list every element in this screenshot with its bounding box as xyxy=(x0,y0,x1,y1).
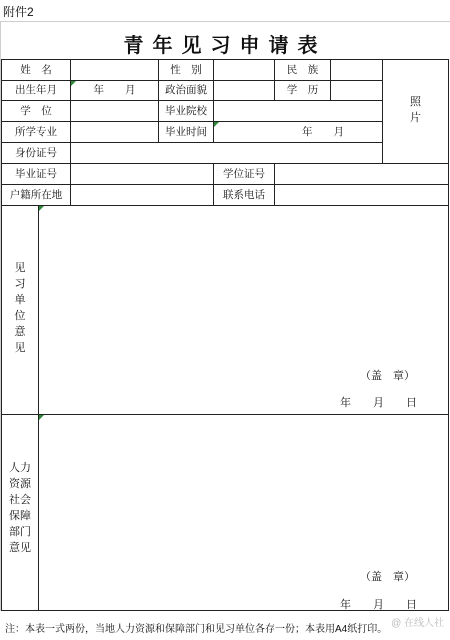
section2-date: 年 月 日 xyxy=(340,599,417,611)
section1-label: 见 习 单 位 意 见 xyxy=(14,262,26,354)
grad-year-month: 年 月 xyxy=(302,126,344,138)
label-grad-cert: 毕业证号 xyxy=(15,168,57,180)
footnote: 注：本表一式两份，当地人力资源和保障部门和见习单位各存一份；本表用A4纸打印。 xyxy=(5,624,388,635)
cell-marker xyxy=(39,415,44,420)
label-gender: 性 别 xyxy=(170,64,202,76)
label-hukou: 户籍所在地 xyxy=(9,189,63,201)
cell-marker xyxy=(39,206,44,211)
cell-marker xyxy=(214,122,219,127)
label-birth: 出生年月 xyxy=(15,84,57,96)
label-major: 所学专业 xyxy=(15,126,57,138)
annex-label: 附件2 xyxy=(3,5,34,19)
label-school: 毕业院校 xyxy=(165,105,207,117)
label-name: 姓 名 xyxy=(20,64,52,76)
label-degree: 学 位 xyxy=(20,105,52,117)
label-photo: 照 片 xyxy=(410,96,421,124)
watermark: @ 在线人社 xyxy=(391,618,444,629)
label-political: 政治面貌 xyxy=(165,84,207,96)
label-degree-cert: 学位证号 xyxy=(223,168,265,180)
section1-date: 年 月 日 xyxy=(340,397,417,409)
birth-year-month: 年 月 xyxy=(93,84,136,96)
label-phone: 联系电话 xyxy=(223,189,265,201)
label-education: 学 历 xyxy=(286,84,319,96)
form-title: 青年见习申请表 xyxy=(123,33,327,57)
label-id-number: 身份证号 xyxy=(15,147,57,159)
label-grad-time: 毕业时间 xyxy=(165,126,207,138)
section2-label: 人力 资源 社会 保障 部门 意见 xyxy=(9,462,31,554)
section1-seal: （盖 章） xyxy=(360,370,415,382)
label-ethnicity: 民 族 xyxy=(286,64,319,76)
section2-seal: （盖 章） xyxy=(360,571,415,583)
